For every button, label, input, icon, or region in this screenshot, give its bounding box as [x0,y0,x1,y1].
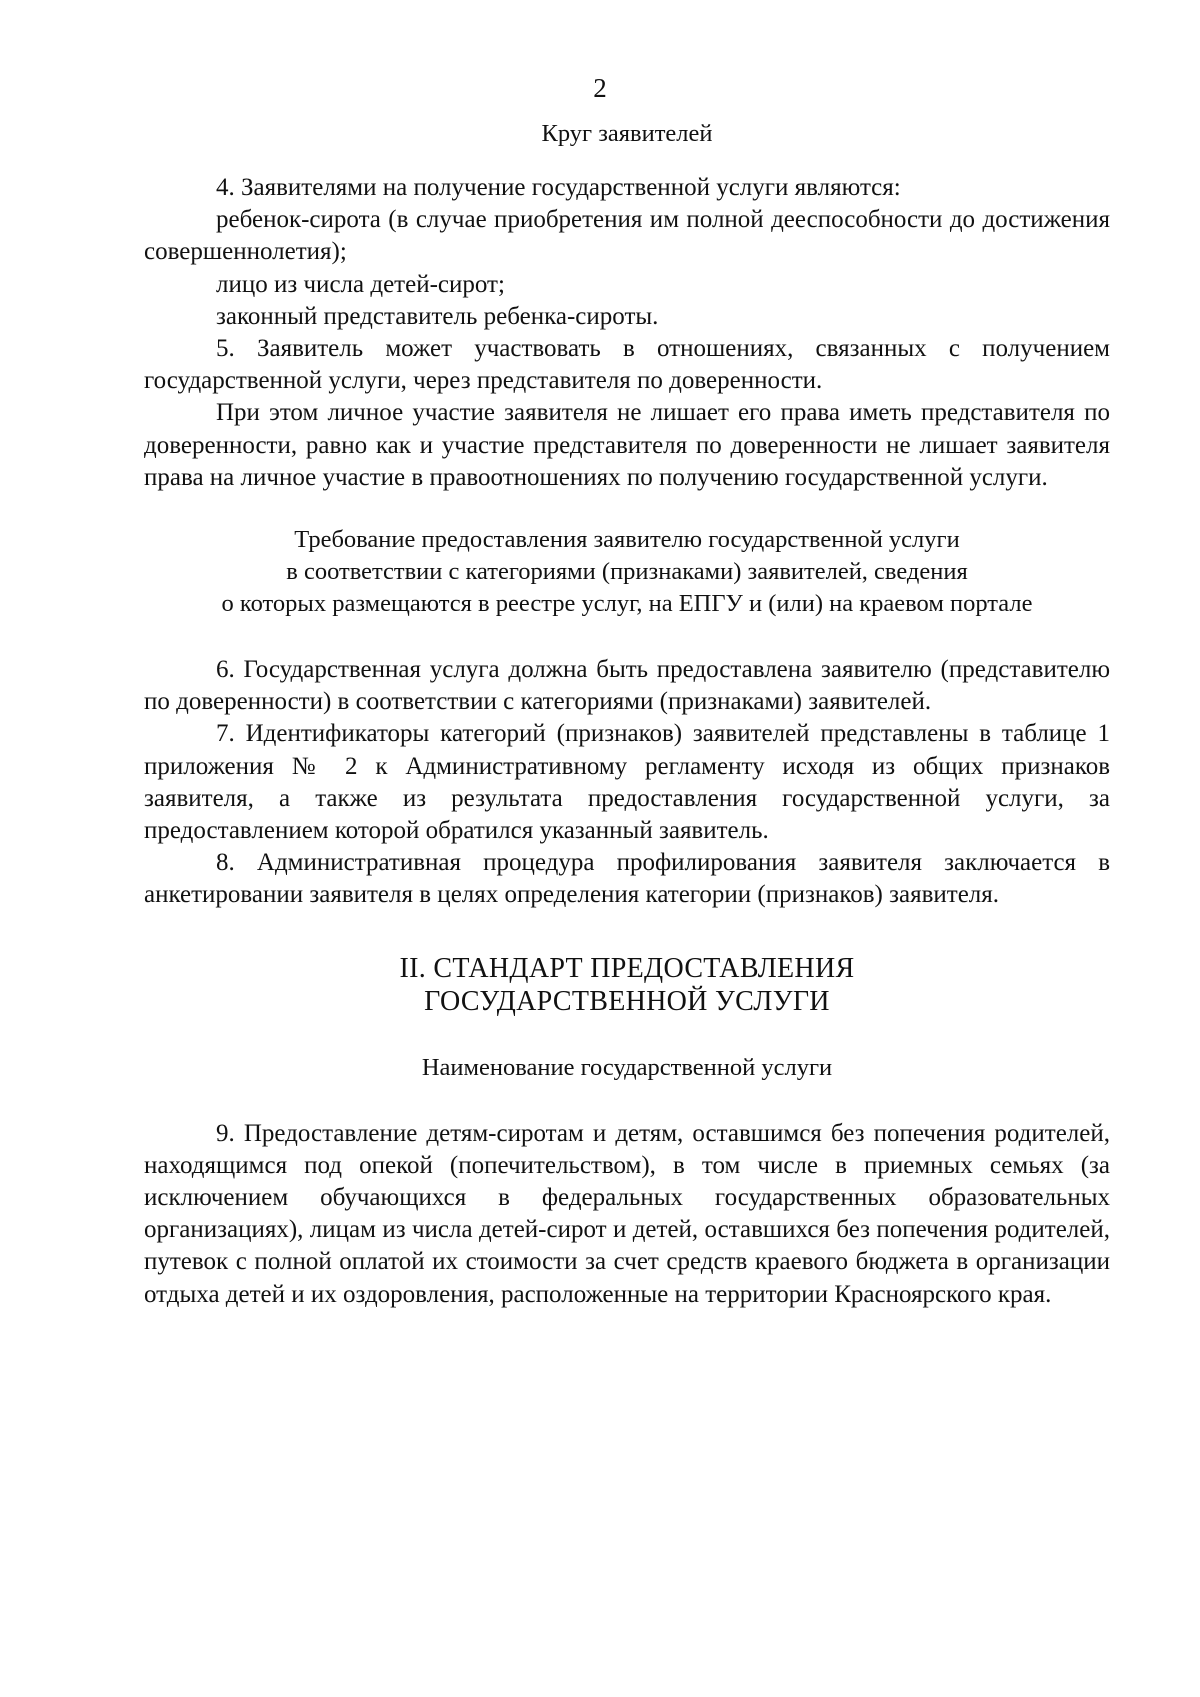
paragraph-4: 4. Заявителями на получение государственной услуги являются: [216,174,901,201]
chapter-heading-line-1: II. СТАНДАРТ ПРЕДОСТАВЛЕНИЯ [399,952,855,984]
chapter-heading-standard [144,952,1110,1018]
service-name-section [144,1118,1110,1311]
chapter-heading-line-2: ГОСУДАРСТВЕННОЙ УСЛУГИ [424,985,830,1017]
requirement-heading-line-3: о которых размещаются в реестре услуг, на ЕПГУ и (или) на краевом портале [221,590,1033,618]
paragraph-7: 7. Идентификаторы категорий (признаков) заявителей представлены в таблице 1 приложения № 2 к Административному регламенту исходя из общих признаков заявителя, а также из результата предоставления государственной услуги, за предоставлением которой обратился указанный заявитель. [144,720,1110,845]
requirement-section [144,654,1110,912]
applicants-section [144,172,1110,494]
section-heading-applicants: Круг заявителей [541,120,713,147]
paragraph-4-item-2: лицо из числа детей-сирот; [216,270,505,298]
paragraph-9: 9. Предоставление детям-сиротам и детям, оставшимся без попечения родителей, находящимся под опекой (попечительством), в том числе в приемных семьях (за исключением обучающихся в федеральных государственных образовательных организациях), лицам из числа детей-сирот и детей, оставшихся без попечения родителей, путевок с полной оплатой их стоимости за счет средств краевого бюджета в организации отдыха детей и их оздоровления, расположенные на территории Красноярского края. [144,1119,1110,1308]
paragraph-4-item-1: ребенок-сирота (в случае приобретения им полной дееспособности до достижения совершеннолетия); [144,206,1110,266]
paragraph-4-item-3: законный представитель ребенка-сироты. [216,302,659,330]
paragraph-5-continuation: При этом личное участие заявителя не лишает его права иметь представителя по доверенности, равно как и участие представителя по доверенности не лишает заявителя права на личное участие в правоотношениях по получению государственной услуги. [144,399,1110,491]
section-heading-service-name: Наименование государственной услуги [421,1053,833,1081]
section-heading-requirement [144,524,1110,620]
paragraph-5: 5. Заявитель может участвовать в отношениях, связанных с получением государственной услуги, через представителя по доверенности. [144,335,1110,395]
requirement-heading-line-1: Требование предоставления заявителю государственной услуги [294,526,960,554]
requirement-heading-line-2: в соответствии с категориями (признаками) заявителей, сведения [286,558,968,586]
paragraph-8: 8. Административная процедура профилирования заявителя заключается в анкетировании заявителя в целях определения категории (признаков) заявителя. [144,849,1110,909]
document-body [144,118,1110,1311]
paragraph-6: 6. Государственная услуга должна быть предоставлена заявителю (представителю по доверенности) в соответствии с категориями (признаками) заявителей. [144,656,1110,716]
page-number: 2 [593,73,607,103]
